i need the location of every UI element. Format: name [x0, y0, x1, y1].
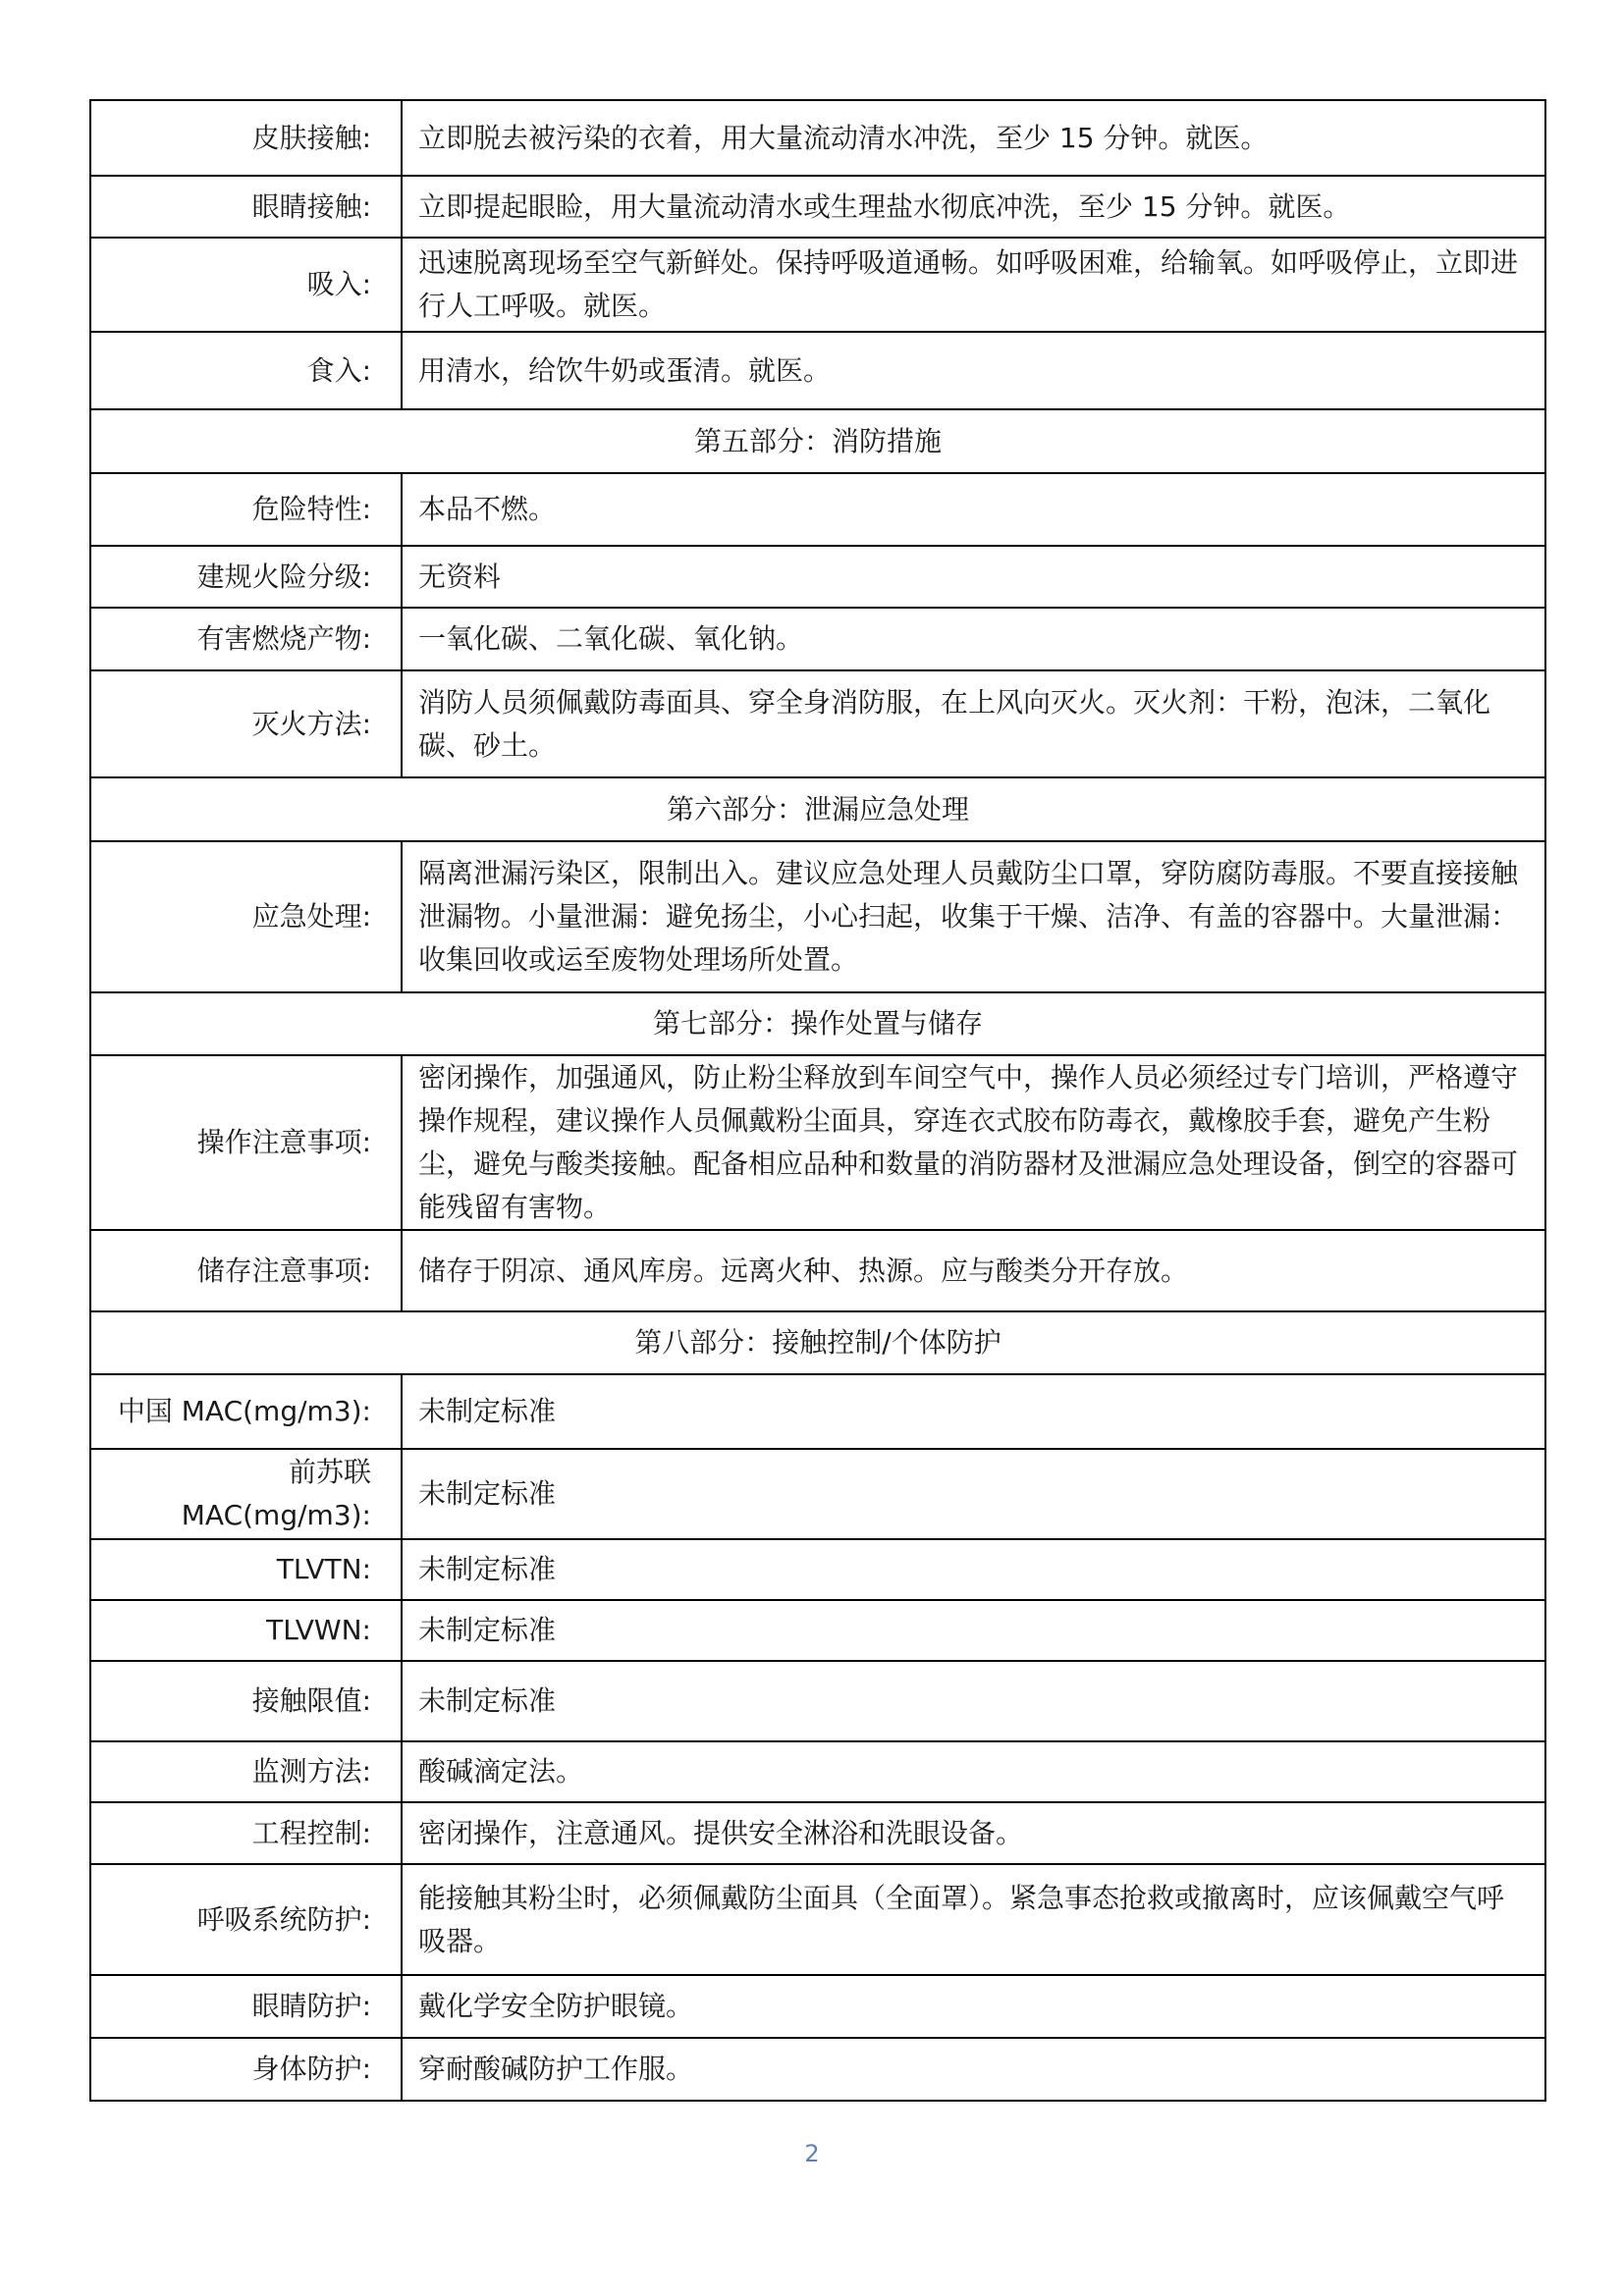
- row-label: 眼睛接触:: [90, 176, 402, 238]
- section-title: 第七部分：操作处置与储存: [90, 992, 1545, 1055]
- row-label: TLVWN:: [90, 1600, 402, 1661]
- row-value: 储存于阴凉、通风库房。远离火种、热源。应与酸类分开存放。: [402, 1230, 1545, 1311]
- row-value: 密闭操作，加强通风，防止粉尘释放到车间空气中，操作人员必须经过专门培训，严格遵守操作规程，建议操作人员佩戴粉尘面具，穿连衣式胶布防毒衣，戴橡胶手套，避免产生粉尘，避免与酸类接触。配备相应品种和数量的消防器材及泄漏应急处理设备，倒空的容器可能残留有害物。: [402, 1055, 1545, 1230]
- row-label: 身体防护:: [90, 2038, 402, 2101]
- table-row: [90, 1741, 1545, 1802]
- table-row: [90, 1539, 1545, 1600]
- row-value: 未制定标准: [402, 1539, 1545, 1600]
- table-row: [90, 546, 1545, 608]
- row-label: 接触限值:: [90, 1661, 402, 1741]
- row-value: 戴化学安全防护眼镜。: [402, 1975, 1545, 2038]
- row-label: 危险特性:: [90, 473, 402, 546]
- table-row: [90, 1864, 1545, 1975]
- row-value: 立即脱去被污染的衣着，用大量流动清水冲洗，至少 15 分钟。就医。: [402, 100, 1545, 176]
- row-label: 灭火方法:: [90, 670, 402, 777]
- section-header-row: [90, 777, 1545, 841]
- table-row: [90, 332, 1545, 409]
- table-row: [90, 1975, 1545, 2038]
- row-label: 工程控制:: [90, 1802, 402, 1864]
- row-label: TLVTN:: [90, 1539, 402, 1600]
- row-label: 眼睛防护:: [90, 1975, 402, 2038]
- row-value: 无资料: [402, 546, 1545, 608]
- table-row: [90, 670, 1545, 777]
- table-row: [90, 1802, 1545, 1864]
- table-row: [90, 1600, 1545, 1661]
- section-header-row: [90, 1311, 1545, 1374]
- row-label: 吸入:: [90, 238, 402, 332]
- row-value: 隔离泄漏污染区，限制出入。建议应急处理人员戴防尘口罩，穿防腐防毒服。不要直接接触泄漏物。小量泄漏：避免扬尘，小心扫起，收集于干燥、洁净、有盖的容器中。大量泄漏：收集回收或运至废物处理场所处置。: [402, 841, 1545, 992]
- row-label: 中国 MAC(mg/m3):: [90, 1374, 402, 1449]
- safety-data-table: [89, 99, 1546, 2102]
- table-row: [90, 238, 1545, 332]
- table-row: [90, 1374, 1545, 1449]
- row-value: 密闭操作，注意通风。提供安全淋浴和洗眼设备。: [402, 1802, 1545, 1864]
- section-title: 第八部分：接触控制/个体防护: [90, 1311, 1545, 1374]
- section-title: 第六部分：泄漏应急处理: [90, 777, 1545, 841]
- table-row: [90, 1055, 1545, 1230]
- section-title: 第五部分：消防措施: [90, 409, 1545, 473]
- row-label: 前苏联 MAC(mg/m3):: [90, 1449, 402, 1539]
- table-row: [90, 841, 1545, 992]
- row-label: 建规火险分级:: [90, 546, 402, 608]
- row-label: 有害燃烧产物:: [90, 608, 402, 670]
- row-value: 未制定标准: [402, 1449, 1545, 1539]
- row-value: 用清水，给饮牛奶或蛋清。就医。: [402, 332, 1545, 409]
- document-sheet: [89, 99, 1544, 2102]
- row-value: 酸碱滴定法。: [402, 1741, 1545, 1802]
- table-row: [90, 1661, 1545, 1741]
- table-row: [90, 2038, 1545, 2101]
- row-value: 未制定标准: [402, 1600, 1545, 1661]
- row-value: 一氧化碳、二氧化碳、氧化钠。: [402, 608, 1545, 670]
- row-label: 呼吸系统防护:: [90, 1864, 402, 1975]
- row-value: 未制定标准: [402, 1374, 1545, 1449]
- row-label: 操作注意事项:: [90, 1055, 402, 1230]
- row-label: 皮肤接触:: [90, 100, 402, 176]
- section-header-row: [90, 409, 1545, 473]
- section-header-row: [90, 992, 1545, 1055]
- page-number: 2: [804, 2140, 820, 2167]
- table-row: [90, 100, 1545, 176]
- row-value: 本品不燃。: [402, 473, 1545, 546]
- table-body: [90, 100, 1545, 2101]
- row-value: 能接触其粉尘时，必须佩戴防尘面具（全面罩）。紧急事态抢救或撤离时，应该佩戴空气呼吸器。: [402, 1864, 1545, 1975]
- row-label: 监测方法:: [90, 1741, 402, 1802]
- table-row: [90, 1449, 1545, 1539]
- row-label: 应急处理:: [90, 841, 402, 992]
- table-row: [90, 1230, 1545, 1311]
- table-row: [90, 473, 1545, 546]
- row-label: 储存注意事项:: [90, 1230, 402, 1311]
- row-value: 穿耐酸碱防护工作服。: [402, 2038, 1545, 2101]
- row-value: 未制定标准: [402, 1661, 1545, 1741]
- row-label: 食入:: [90, 332, 402, 409]
- table-row: [90, 176, 1545, 238]
- row-value: 立即提起眼睑，用大量流动清水或生理盐水彻底冲洗，至少 15 分钟。就医。: [402, 176, 1545, 238]
- table-row: [90, 608, 1545, 670]
- row-value: 迅速脱离现场至空气新鲜处。保持呼吸道通畅。如呼吸困难，给输氧。如呼吸停止，立即进行人工呼吸。就医。: [402, 238, 1545, 332]
- row-value: 消防人员须佩戴防毒面具、穿全身消防服，在上风向灭火。灭火剂：干粉，泡沫，二氧化碳、砂土。: [402, 670, 1545, 777]
